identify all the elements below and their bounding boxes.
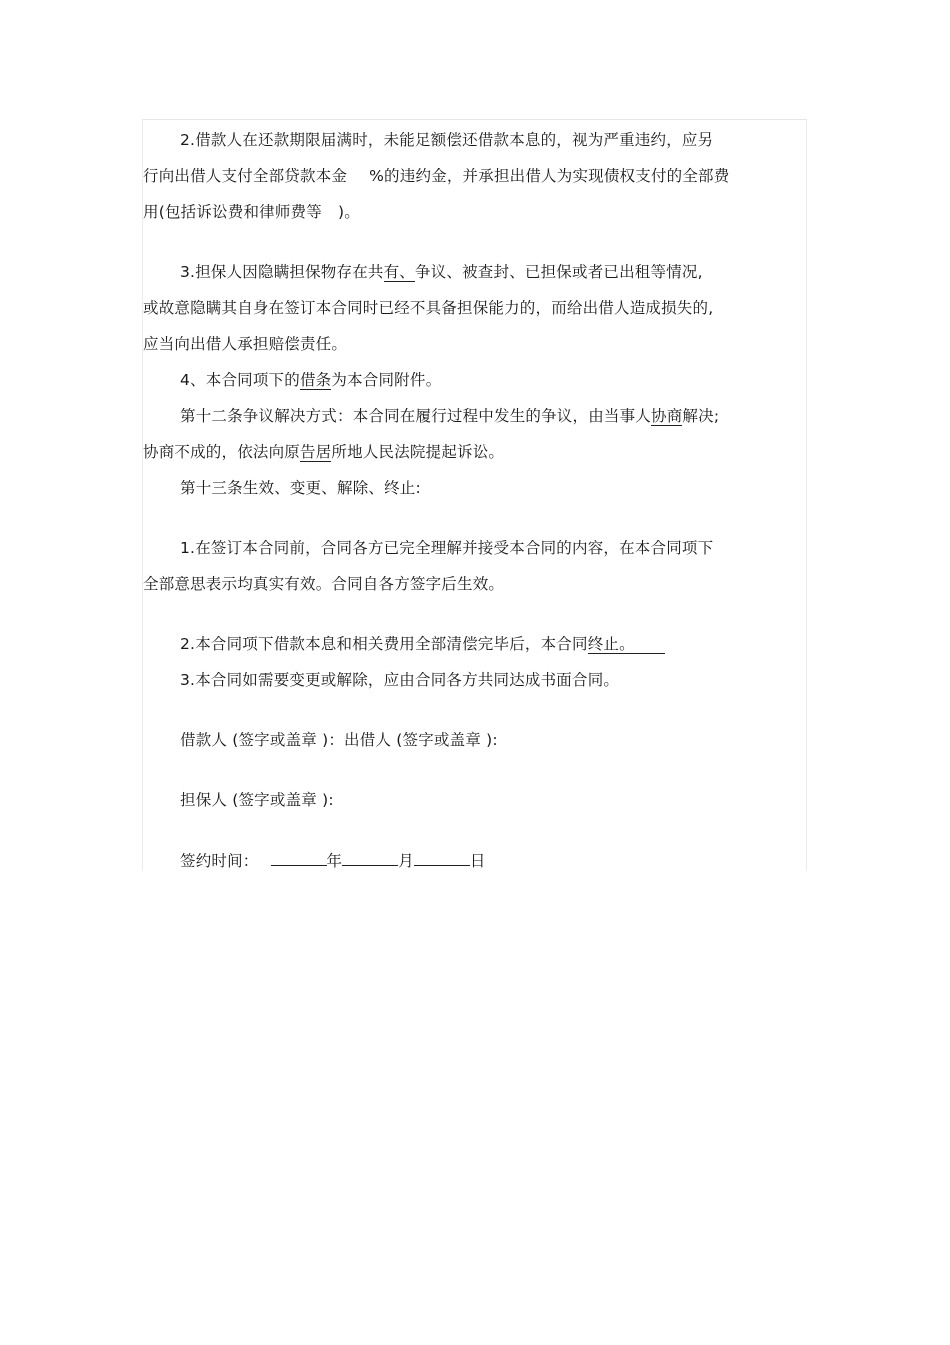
clause-4-b: 为本合同附件。 (331, 371, 442, 389)
clause-4 (180, 370, 441, 390)
guarantor-signature: 担保人 (签字或盖章 ): (180, 791, 334, 809)
clause-3-underlined: 有、 (383, 263, 415, 281)
month-blank (342, 849, 398, 866)
article-13-item-2-underlined: 终止。 (588, 635, 665, 654)
clause-2-line-3b: )。 (337, 203, 360, 221)
clause-2-line-1: 2.借款人在还款期限届满时，未能足额偿还借款本息的，视为严重违约，应另 (180, 131, 714, 149)
article-12-line-2b: 所地人民法院提起诉讼。 (331, 443, 505, 461)
signing-date-label: 签约时间： (180, 852, 259, 870)
article-12-line-1b: 解决; (682, 407, 720, 425)
signing-date (180, 849, 486, 871)
clause-2-line-3a: 用(包括诉讼费和律师费等 (143, 203, 322, 221)
article-13-item-1-line-2: 全部意思表示均真实有效。合同自各方签字后生效。 (143, 575, 505, 593)
day-label: 日 (469, 852, 486, 870)
article-12-underlined-1: 协商 (651, 407, 683, 425)
day-blank (414, 849, 470, 866)
article-13-item-3: 3.本合同如需要变更或解除，应由合同各方共同达成书面合同。 (180, 671, 620, 689)
clause-4-a: 4、本合同项下的 (180, 371, 300, 389)
clause-3-line-1b: 争议、被查封、已担保或者已出租等情况, (415, 263, 703, 281)
clause-2-line-3 (143, 202, 360, 222)
clause-2-line-2a: 行向出借人支付全部贷款本金 (143, 167, 348, 185)
clause-3-line-1 (180, 262, 703, 282)
clause-4-underlined: 借条 (299, 371, 332, 389)
year-blank (271, 849, 327, 866)
article-13-item-1-line-1: 1.在签订本合同前，合同各方已完全理解并接受本合同的内容，在本合同项下 (180, 539, 714, 557)
clause-2-line-2 (143, 166, 729, 186)
clause-3-line-2: 或故意隐瞒其自身在签订本合同时已经不具备担保能力的，而给出借人造成损失的, (143, 299, 714, 317)
article-12-line-2a: 协商不成的，依法向原 (143, 443, 301, 461)
clause-2-line-2b: %的违约金，并承担出借人为实现债权支付的全部费 (369, 167, 730, 185)
borrower-lender-signature: 借款人 (签字或盖章 )：出借人 (签字或盖章 ): (180, 731, 498, 749)
article-13-title: 第十三条生效、变更、解除、终止: (180, 479, 421, 497)
article-12-line-1a: 第十二条争议解决方式：本合同在履行过程中发生的争议，由当事人 (180, 407, 652, 425)
month-label: 月 (398, 852, 414, 870)
article-13-item-2 (180, 634, 665, 654)
year-label: 年 (326, 852, 343, 870)
clause-3-line-1a: 3.担保人因隐瞒担保物存在共 (180, 263, 384, 281)
article-13-item-2a: 2.本合同项下借款本息和相关费用全部清偿完毕后，本合同 (180, 635, 588, 653)
article-12-line-2 (143, 442, 504, 462)
article-12-line-1 (180, 406, 719, 426)
clause-3-line-3: 应当向出借人承担赔偿责任。 (143, 335, 348, 353)
article-12-underlined-2: 告居 (300, 443, 332, 461)
